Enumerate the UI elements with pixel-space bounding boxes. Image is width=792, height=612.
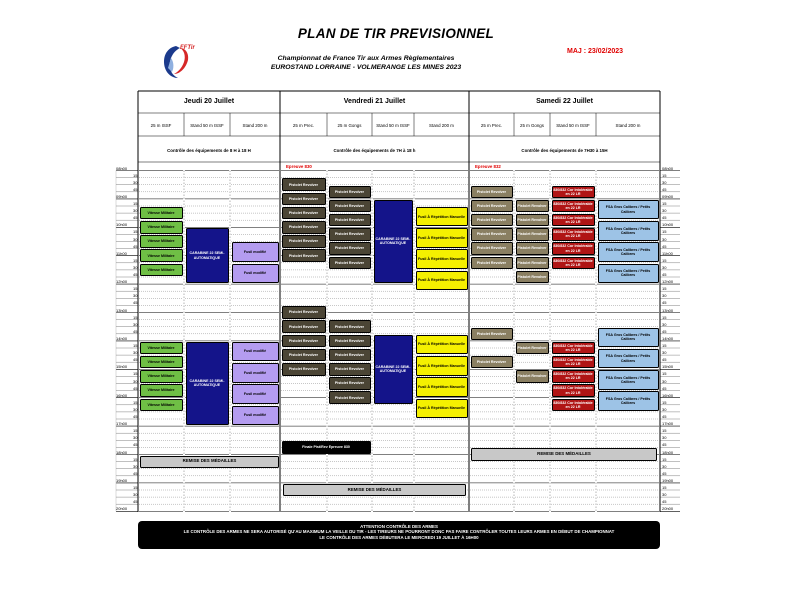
time-label: 09h00 [116,193,128,199]
time-label: 45 [133,470,138,476]
equipment-control-text: Contrôle des équipements de 7H à 18 h [333,148,416,153]
event-fsa[interactable]: FSA Gros Calibres / Petits Calibres [598,391,659,411]
event-pistolet-revolver[interactable]: Pistolet Revolver [329,320,371,333]
event-pistolet-revolver[interactable]: Pistolet Revolver [329,228,371,241]
event-830-832[interactable]: 830/832 Cor Intolérable en 22 LR [552,384,595,397]
time-label: 15 [662,257,667,263]
event-pistolet-revolver[interactable]: Pistolet Revolver [329,391,371,404]
event-pistolet-revolver[interactable]: Pistolet Revolver [471,257,513,270]
time-label: 15 [662,428,667,434]
event-pistolet-revolver[interactable]: Pistolet Revolver [282,178,326,191]
time-label: 10h00 [662,222,674,228]
event-pistolet-revolver[interactable]: Pistolet Revolver [516,200,549,213]
time-label: 15 [133,485,138,490]
event-vitesse-militaire[interactable]: Vitesse Militaire [140,399,183,412]
time-label: 15 [662,314,667,320]
time-label: 15 [133,399,138,405]
time-label: 17h00 [662,421,674,427]
time-label: 16h00 [116,392,128,398]
time-label: 30 [662,264,667,270]
event-pistolet-revolver[interactable]: Pistolet Revolver [282,207,326,220]
time-label: 30 [662,406,667,412]
event-830-832[interactable]: 830/832 Cor Intolérable en 22 LR [552,356,595,369]
time-label: 08h00 [662,165,674,171]
event-pistolet-revolver[interactable]: Pistolet Revolver [516,257,549,270]
event-vitesse-militaire[interactable]: Vitesse Militaire [140,342,183,355]
day-header: Jeudi 20 Juillet [183,98,235,105]
event-vitesse-militaire[interactable]: Vitesse Militaire [140,384,183,397]
event-fusil-repetition[interactable]: Fusil À Répétition Manuelle [416,356,468,376]
time-label: 30 [662,350,667,356]
event-pistolet-revolver[interactable]: Pistolet Revolver [282,335,326,348]
event-pistolet-revolver[interactable]: Pistolet Revolver [471,328,513,341]
time-label: 15 [133,343,138,348]
time-label: 45 [662,215,667,221]
time-label: 45 [662,328,667,334]
event-830-832[interactable]: 830/832 Cor Intolérable en 22 LR [552,399,595,412]
time-label: 15 [133,314,138,320]
event-pistolet-revolver[interactable]: Pistolet Revolver [329,363,371,376]
time-label: 30 [662,208,667,214]
time-label: 20h00 [662,506,674,512]
event-830-832[interactable]: 830/832 Cor Intolérable en 22 LR [552,200,595,213]
column-header: 25 m Gongs [337,123,362,128]
time-label: 15 [133,371,138,377]
time-label: 14h00 [116,335,128,341]
time-label: 45 [662,357,667,363]
time-label: 11h00 [662,250,673,256]
time-label: 08h00 [116,165,128,171]
time-label: 45 [133,272,138,277]
column-header: 25 m Gongs [520,123,544,128]
event-fusil-repetition[interactable]: Fusil À Répétition Manuelle [416,271,468,291]
time-label: 45 [133,499,138,505]
time-label: 30 [133,378,138,384]
time-label: 15 [662,343,667,348]
time-label: 19h00 [662,477,674,483]
event-carabine-22[interactable]: CARABINE 22 SEMI-AUTOMATIQUE [186,342,229,426]
event-fusil-modifie[interactable]: Fusil modifié [232,363,279,383]
time-label: 12h00 [662,279,674,285]
event-pistolet-revolver[interactable]: Pistolet Revolver [329,377,371,390]
event-fsa[interactable]: FSA Gros Calibres / Petits Calibres [598,200,659,220]
time-label: 15 [133,286,138,292]
time-label: 30 [662,321,667,327]
time-label: 30 [133,406,138,412]
event-pistolet-revolver[interactable]: Pistolet Revolver [282,363,326,376]
time-label: 30 [662,293,667,299]
time-label: 30 [662,378,667,384]
time-label: 45 [662,243,667,249]
notice-line-1: LE CONTRÔLE DES ARMES NE SERA AUTORISÉ QU'AU MAXIMUM LA VEILLE DU TIR - LES TIREURS NE POURRONT DONC PAS FAIRE CONTRÔLER TOUTES LEURS ARMES EN DÉBUT DE CHAMPIONNAT [183,529,615,535]
time-label: 45 [662,186,667,192]
event-fusil-repetition[interactable]: Fusil À Répétition Manuelle [416,377,468,397]
event-830-832[interactable]: 830/832 Cor Intolérable en 22 LR [552,342,595,355]
equipment-control-text: Contrôle des équipements de 8 H à 18 H [167,148,251,153]
time-label: 15 [662,485,667,490]
time-label: 12h00 [116,279,128,285]
epreuve-label: Epreuve 832 [475,164,501,169]
time-label: 10h00 [116,222,128,228]
time-label: 30 [133,463,138,469]
time-label: 11h00 [116,250,127,256]
time-label: 15 [662,286,667,292]
time-label: 45 [133,357,138,363]
page-title: PLAN DE TIR PREVISIONNEL [297,26,495,41]
time-label: 45 [133,243,138,249]
time-label: 30 [662,435,667,441]
time-label: 15 [662,371,667,377]
event-pistolet-revolver[interactable]: Pistolet Revolver [329,335,371,348]
subtitle-venue: EUROSTAND LORRAINE - VOLMERANGE LES MINES 2023 [270,64,462,71]
event-830-832[interactable]: 830/832 Cor Intolérable en 22 LR [552,186,595,199]
event-830-832[interactable]: 830/832 Cor Intolérable en 22 LR [552,214,595,227]
event-pistolet-revolver[interactable]: Pistolet Revolver [471,242,513,255]
time-label: 45 [133,186,138,192]
event-pistolet-revolver[interactable]: Pistolet Revolver [516,271,549,284]
event-pistolet-revolver[interactable]: Pistolet Revolver [282,221,326,234]
time-label: 18h00 [662,449,674,455]
event-pistolet-revolver[interactable]: Pistolet Revolver [282,235,326,248]
time-label: 30 [133,179,138,185]
weapons-control-notice [138,521,660,549]
equipment-control-text: Contrôle des équipements de 7H30 à 15H [521,148,608,153]
event-pistolet-revolver[interactable]: Pistolet Revolver [516,228,549,241]
column-header: Stand 50 m ISSF [556,123,590,128]
column-header: Stand 200 m [615,123,641,128]
event-pistolet-revolver[interactable]: Pistolet Revolver [282,306,326,319]
time-label: 15 [662,456,667,462]
time-label: 15 [662,201,667,206]
event-vitesse-militaire[interactable]: Vitesse Militaire [140,249,183,262]
time-label: 15h00 [116,364,128,370]
event-fsa[interactable]: FSA Gros Calibres / Petits Calibres [598,349,659,369]
time-label: 30 [662,179,667,185]
time-label: 45 [662,470,667,476]
time-label: 20h00 [116,506,128,512]
day-header: Samedi 22 Juillet [536,98,593,105]
time-label: 30 [662,492,667,498]
time-label: 15 [662,172,667,178]
time-label: 14h00 [662,335,674,341]
time-label: 18h00 [116,449,128,455]
event-vitesse-militaire[interactable]: Vitesse Militaire [140,221,183,234]
time-label: 45 [662,385,667,391]
time-label: 09h00 [662,193,674,199]
event-pistolet-revolver[interactable]: Pistolet Revolver [282,249,326,262]
time-label: 30 [133,236,138,242]
time-label: 45 [662,272,667,277]
event-830-832[interactable]: 830/832 Cor Intolérable en 22 LR [552,257,595,270]
event-fusil-repetition[interactable]: Fusil À Répétition Manuelle [416,335,468,355]
svg-text:FFTir: FFTir [180,45,195,51]
event-pistolet-revolver[interactable]: Pistolet Revolver [282,193,326,206]
time-label: 30 [133,208,138,214]
event-carabine-22[interactable]: CARABINE 22 SEMI-AUTOMATIQUE [374,200,413,284]
event-finale[interactable]: Finale Pist/Rev Epreuve 830 [282,441,371,454]
event-fsa[interactable]: FSA Gros Calibres / Petits Calibres [598,328,659,348]
event-pistolet-revolver[interactable]: Pistolet Revolver [516,370,549,383]
time-label: 45 [133,414,138,419]
time-label: 15 [662,399,667,405]
notice-title: ATTENTION CONTRÔLE DES ARMES [360,524,438,529]
column-header: 25 m Prec. [292,123,315,128]
event-fusil-modifie[interactable]: Fusil modifié [232,342,279,362]
time-label: 30 [133,264,138,270]
event-pistolet-revolver[interactable]: Pistolet Revolver [329,242,371,255]
event-pistolet-revolver[interactable]: Pistolet Revolver [329,200,371,213]
event-fsa[interactable]: FSA Gros Calibres / Petits Calibres [598,370,659,390]
notice-line-2: LE CONTRÔLE DES ARMES DÉBUTERA LE MERCREDI 19 JUILLET À 16H00 [319,534,479,540]
time-label: 15 [133,257,138,263]
update-date: MAJ : 23/02/2023 [567,48,624,55]
event-pistolet-revolver[interactable]: Pistolet Revolver [329,349,371,362]
event-fusil-modifie[interactable]: Fusil modifié [232,406,279,426]
medal-ceremony[interactable]: REMISE DES MÉDAILLES [140,456,279,468]
event-carabine-22[interactable]: CARABINE 22 SEMI-AUTOMATIQUE [374,335,413,404]
event-pistolet-revolver[interactable]: Pistolet Revolver [329,186,371,199]
time-label: 15 [133,201,138,206]
time-label: 45 [133,215,138,221]
time-label: 13h00 [662,307,674,313]
time-label: 45 [662,414,667,419]
event-pistolet-revolver[interactable]: Pistolet Revolver [329,214,371,227]
time-label: 15 [662,229,667,235]
event-fusil-modifie[interactable]: Fusil modifié [232,264,279,284]
medal-ceremony[interactable]: REMISE DES MÉDAILLES [471,448,657,460]
event-fusil-repetition[interactable]: Fusil À Répétition Manuelle [416,399,468,419]
event-pistolet-revolver[interactable]: Pistolet Revolver [516,242,549,255]
time-label: 45 [662,499,667,505]
time-label: 30 [133,435,138,441]
column-header: Stand 50 m ISSF [376,123,410,128]
event-830-832[interactable]: 830/832 Cor Intolérable en 22 LR [552,242,595,255]
time-label: 30 [133,321,138,327]
event-pistolet-revolver[interactable]: Pistolet Revolver [471,200,513,213]
event-pistolet-revolver[interactable]: Pistolet Revolver [471,214,513,227]
event-pistolet-revolver[interactable]: Pistolet Revolver [471,228,513,241]
event-fusil-modifie[interactable]: Fusil modifié [232,242,279,262]
time-label: 15h00 [662,364,674,370]
event-fusil-repetition[interactable]: Fusil À Répétition Manuelle [416,228,468,248]
time-label: 30 [662,236,667,242]
event-fusil-repetition[interactable]: Fusil À Répétition Manuelle [416,249,468,269]
column-header: Stand 200 m [429,123,454,128]
time-label: 45 [133,328,138,334]
time-label: 30 [133,350,138,356]
time-label: 16h00 [662,392,674,398]
event-vitesse-militaire[interactable]: Vitesse Militaire [140,207,183,220]
time-label: 15 [133,172,138,178]
time-label: 45 [133,300,138,306]
event-830-832[interactable]: 830/832 Cor Intolérable en 22 LR [552,228,595,241]
event-vitesse-militaire[interactable]: Vitesse Militaire [140,264,183,277]
column-header: Stand 200 m [242,123,268,128]
time-label: 45 [662,442,667,448]
medal-ceremony[interactable]: REMISE DES MÉDAILLES [283,484,466,496]
time-label: 17h00 [116,421,128,427]
event-vitesse-militaire[interactable]: Vitesse Militaire [140,356,183,369]
event-pistolet-revolver[interactable]: Pistolet Revolver [516,214,549,227]
day-header: Vendredi 21 Juillet [343,98,406,105]
event-fsa[interactable]: FSA Gros Calibres / Petits Calibres [598,221,659,241]
column-header: 25 m Prec. [480,123,503,128]
time-label: 30 [662,463,667,469]
time-label: 13h00 [116,307,128,313]
event-fusil-modifie[interactable]: Fusil modifié [232,384,279,404]
time-label: 15 [133,229,138,235]
time-label: 45 [133,442,138,448]
time-label: 30 [133,293,138,299]
event-fsa[interactable]: FSA Gros Calibres / Petits Calibres [598,264,659,284]
time-label: 19h00 [116,477,128,483]
time-label: 30 [133,492,138,498]
event-vitesse-militaire[interactable]: Vitesse Militaire [140,370,183,383]
subtitle-championship: Championnat de France Tir aux Armes Règlementaires [277,55,455,62]
event-vitesse-militaire[interactable]: Vitesse Militaire [140,235,183,248]
column-header: 25 m ISSF [150,123,172,128]
event-fusil-repetition[interactable]: Fusil À Répétition Manuelle [416,207,468,227]
event-fsa[interactable]: FSA Gros Calibres / Petits Calibres [598,242,659,262]
event-carabine-22[interactable]: CARABINE 22 SEMI-AUTOMATIQUE [186,228,229,283]
column-header: Stand 50 m ISSF [190,123,224,128]
event-pistolet-revolver[interactable]: Pistolet Revolver [471,186,513,199]
time-label: 45 [662,300,667,306]
event-pistolet-revolver[interactable]: Pistolet Revolver [471,356,513,369]
event-pistolet-revolver[interactable]: Pistolet Revolver [329,257,371,270]
event-pistolet-revolver[interactable]: Pistolet Revolver [282,320,326,333]
event-pistolet-revolver[interactable]: Pistolet Revolver [516,342,549,355]
time-label: 15 [133,428,138,434]
event-830-832[interactable]: 830/832 Cor Intolérable en 22 LR [552,370,595,383]
time-label: 15 [133,456,138,462]
time-label: 45 [133,385,138,391]
epreuve-label: Epreuve 830 [286,164,312,169]
event-pistolet-revolver[interactable]: Pistolet Revolver [282,349,326,362]
